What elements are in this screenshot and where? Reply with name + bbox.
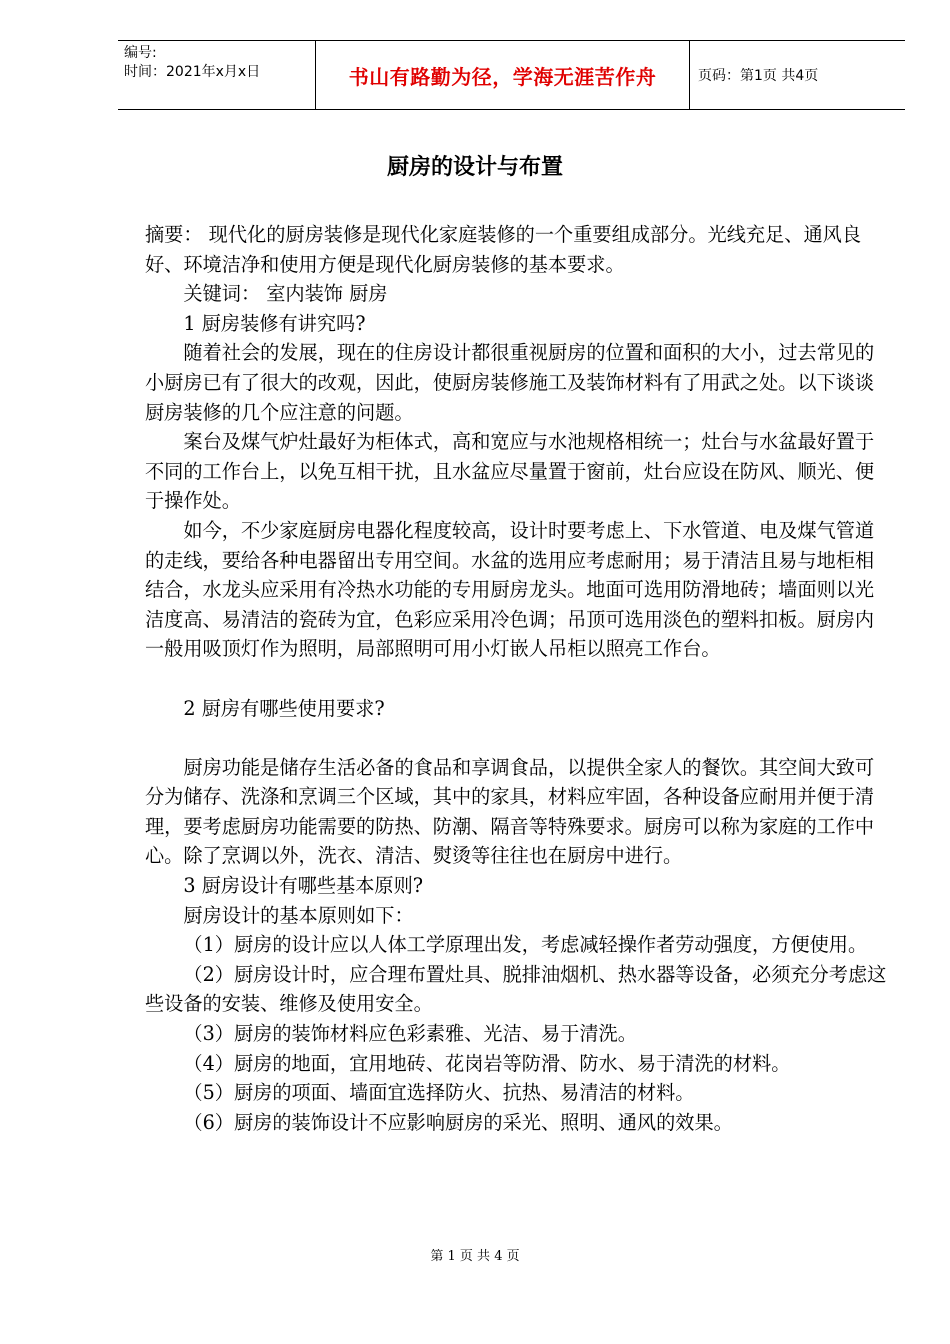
blank-line bbox=[145, 723, 890, 753]
document-title: 厨房的设计与布置 bbox=[386, 155, 563, 180]
body-paragraph: 随着社会的发展，现在的住房设计都很重视厨房的位置和面积的大小，过去常见的小厨房已有了很大的改观，因此，使厨房装修施工及装饰材料有了用武之处。以下谈谈厨房装修的几个应注意的问题。 bbox=[145, 341, 875, 424]
keywords-line: 关键词： 室内装饰 厨房 bbox=[183, 282, 388, 306]
principle-item: （5）厨房的项面、墙面宜选择防火、抗热、易清洁的材料。 bbox=[183, 1081, 695, 1105]
principle-item: （4）厨房的地面，宜用地砖、花岗岩等防滑、防水、易于清洗的材料。 bbox=[183, 1051, 791, 1075]
body-paragraph: 厨房设计的基本原则如下： bbox=[183, 903, 414, 927]
section-heading-2: 2 厨房有哪些使用要求? bbox=[183, 696, 385, 720]
header-page-cell bbox=[690, 41, 905, 109]
abstract-paragraph: 摘要： 现代化的厨房装修是现代化家庭装修的一个重要组成部分。光线充足、通风良好、环境洁净和使用方便是现代化厨房装修的基本要求。 bbox=[145, 223, 862, 276]
header-motto-cell bbox=[316, 41, 690, 109]
principle-item: （1）厨房的设计应以人体工学原理出发，考虑减轻操作者劳动强度，方便使用。 bbox=[183, 933, 868, 957]
body-paragraph: 厨房功能是储存生活必备的食品和享调食品，以提供全家人的餐饮。其空间大致可分为储存、洗涤和烹调三个区域，其中的家具，材料应牢固，各种设备应耐用并便于清理，要考虑厨房功能需要的防热、防潮、隔音等特殊要求。厨房可以称为家庭的工作中心。除了烹调以外，洗衣、清洁、熨烫等往往也在厨房中进行。 bbox=[145, 755, 875, 868]
page-footer: 第 1 页 共 4 页 bbox=[430, 1249, 520, 1264]
page-info: 页码：第1页 共4页 bbox=[698, 68, 819, 84]
time-label: 时间：2021年x月x日 bbox=[124, 64, 261, 80]
header-meta-cell bbox=[118, 41, 316, 109]
body-paragraph: 案台及煤气炉灶最好为柜体式，高和宽应与水池规格相统一；灶台与水盆最好置于不同的工作台上，以免互相干扰，且水盆应尽量置于窗前，灶台应设在防风、顺光、便于操作处。 bbox=[145, 430, 875, 513]
blank-line bbox=[145, 664, 890, 694]
number-label: 编号: bbox=[124, 45, 157, 61]
document-body bbox=[145, 220, 890, 1137]
motto-text: 书山有路勤为径，学海无涯苦作舟 bbox=[348, 64, 657, 89]
principle-item: （2）厨房设计时，应合理布置灶具、脱排油烟机、热水器等设备，必须充分考虑这些设备的安装、维修及使用安全。 bbox=[145, 962, 887, 1016]
principle-item: （3）厨房的装饰材料应色彩素雅、光洁、易于清洗。 bbox=[183, 1022, 637, 1046]
body-paragraph: 如今，不少家庭厨房电器化程度较高，设计时要考虑上、下水管道、电及煤气管道的走线，要给各种电器留出专用空间。水盆的选用应考虑耐用；易于清洁且易与地柜相结合，水龙头应采用有冷热水功能的专用厨房龙头。地面可选用防滑地砖；墙面则以光洁度高、易清洁的瓷砖为宜，色彩应采用冷色调；吊顶可选用淡色的塑料扣板。厨房内一般用吸顶灯作为照明，局部照明可用小灯嵌人吊柜以照亮工作台。 bbox=[145, 518, 875, 661]
document-header bbox=[118, 40, 905, 110]
section-heading-3: 3 厨房设计有哪些基本原则? bbox=[183, 874, 424, 898]
section-heading-1: 1 厨房装修有讲究吗? bbox=[183, 311, 366, 335]
principle-item: （6）厨房的装饰设计不应影响厨房的采光、照明、通风的效果。 bbox=[183, 1110, 733, 1134]
